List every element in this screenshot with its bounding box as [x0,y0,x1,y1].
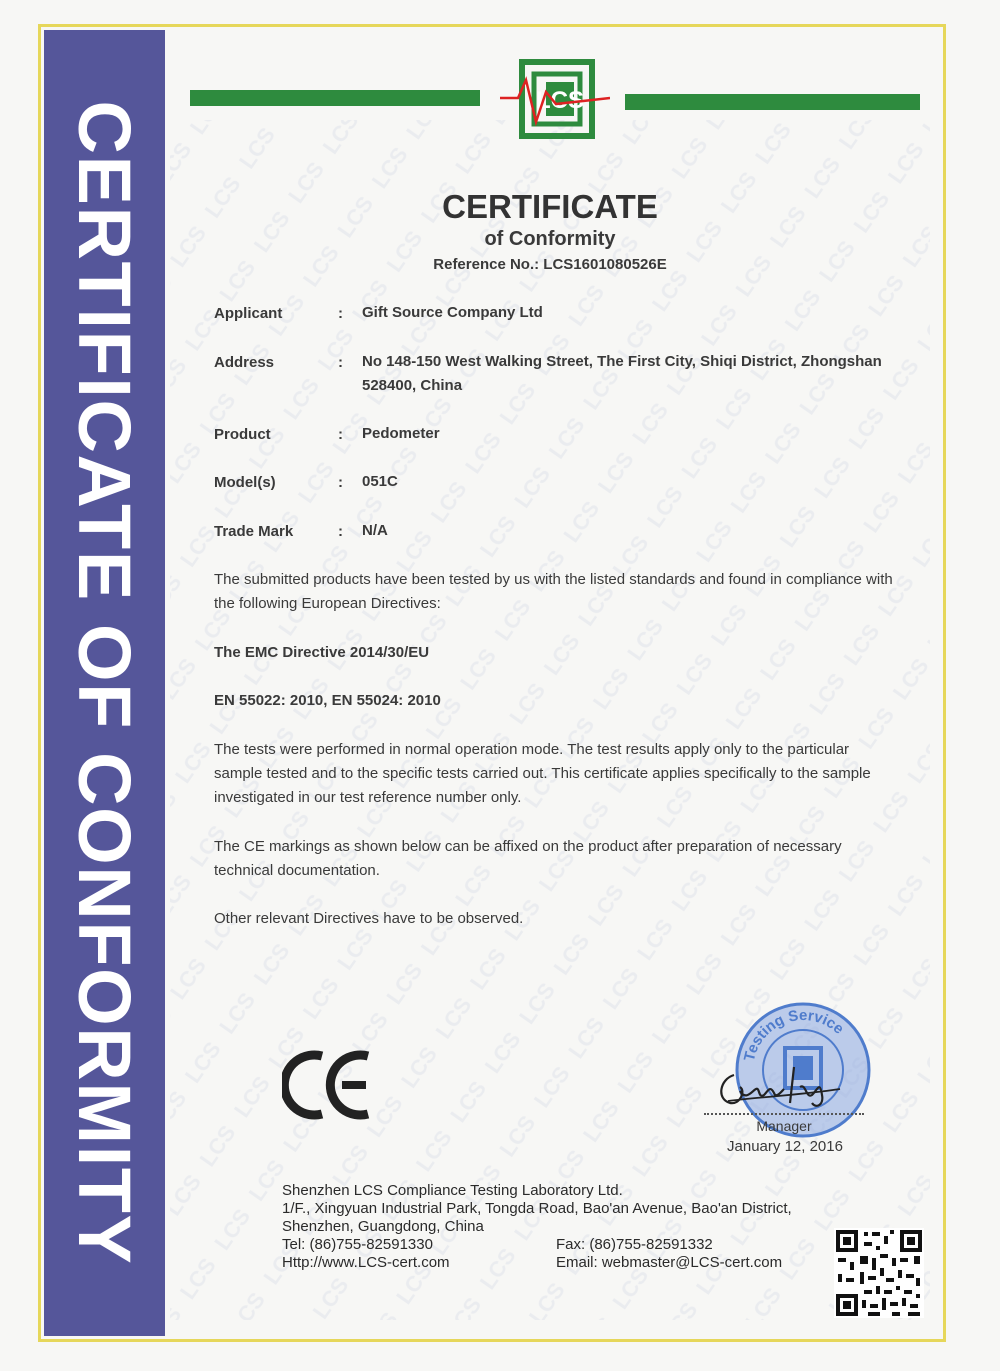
trade-mark-label: Trade Mark [214,523,294,540]
address-value: No 148-150 West Walking Street, The First City, Shiqi District, Zhongshan 528400, China [362,353,882,394]
qr-code-icon [834,1228,924,1318]
footer-company: Shenzhen LCS Compliance Testing Laboratory Ltd. [282,1182,623,1199]
product-value: Pedometer [362,425,440,442]
applicant-label: Applicant [214,305,283,322]
issue-date: January 12, 2016 [727,1138,843,1155]
models-label: Model(s) [214,474,276,491]
footer-address-2: Shenzhen, Guangdong, China [282,1218,484,1235]
models-value: 051C [362,473,398,490]
directive-line: The EMC Directive 2014/30/EU [214,644,430,661]
trade-mark-colon: : [338,523,343,540]
standards-line: EN 55022: 2010, EN 55024: 2010 [214,692,441,709]
footer-tel: Tel: (86)755-82591330 [282,1236,433,1253]
address-colon: : [338,354,343,371]
stamp-text: Testing Service [740,1006,848,1063]
other-directives-paragraph: Other relevant Directives have to be observed. [214,910,524,927]
product-label: Product [214,426,271,443]
footer-email: Email: webmaster@LCS-cert.com [556,1254,783,1271]
product-colon: : [338,426,343,443]
models-colon: : [338,474,343,491]
submitted-paragraph: The submitted products have been tested by us with the listed standards and found in compliance with the following European Directives: [214,571,893,612]
footer-fax: Fax: (86)755-82591332 [556,1236,713,1253]
ce-markings-paragraph: The CE markings as shown below can be affixed on the product after preparation of necessary technical documentation. [214,838,842,879]
manager-title: Manager [756,1118,812,1134]
side-banner-text: CERTIFICATE OF CONFORMITY [63,100,146,1266]
reference-number: Reference No.: LCS1601080526E [433,256,667,273]
certificate-subtitle: of Conformity [484,228,616,250]
trade-mark-value: N/A [362,522,388,539]
green-bar-right [625,94,920,110]
applicant-colon: : [338,305,343,322]
certificate-title: CERTIFICATE [442,188,658,225]
ce-mark-icon [282,1050,374,1120]
logo-letter: LCS [536,87,584,114]
manager-signature [710,1055,850,1115]
footer-address-1: 1/F., Xingyuan Industrial Park, Tongda Road, Bao'an Avenue, Bao'an District, [282,1200,792,1217]
tests-paragraph: The tests were performed in normal operation mode. The test results apply only to the particular sample tested and to the specific tests carried out. This certificate applies specifically to the sample investigated in our test reference number only. [214,741,871,806]
lcs-logo [500,58,610,140]
footer-website: Http://www.LCS-cert.com [282,1254,450,1271]
address-label: Address [214,354,275,371]
green-bar-left [190,90,480,106]
applicant-value: Gift Source Company Ltd [362,304,543,321]
signature-line [704,1113,864,1115]
